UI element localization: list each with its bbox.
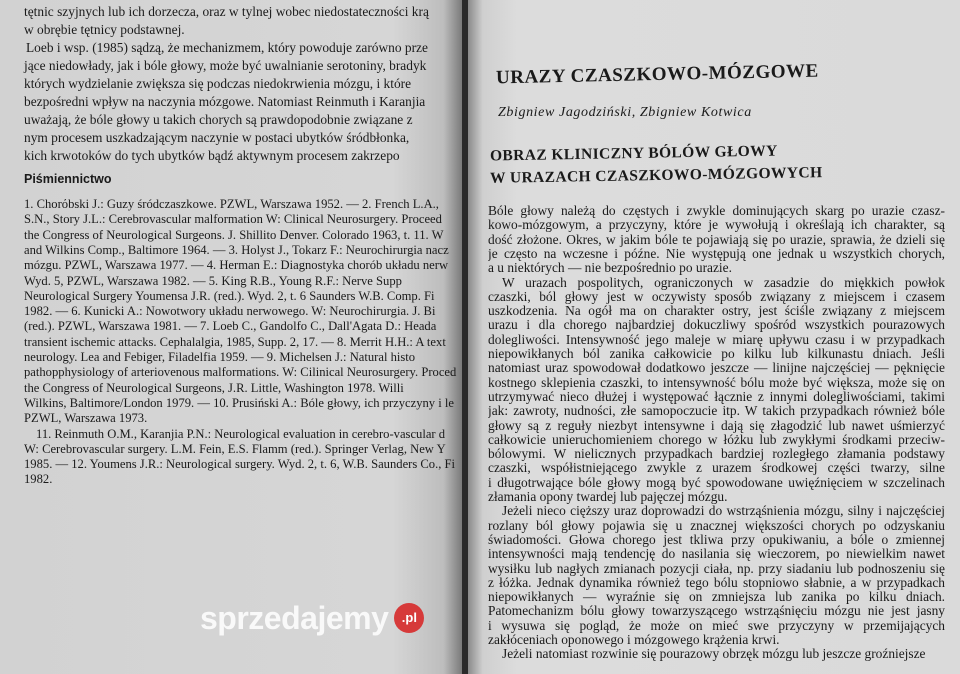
watermark bbox=[200, 600, 424, 636]
section-heading-line: OBRAZ KLINICZNY BÓLÓW GŁOWY bbox=[489, 142, 778, 165]
bibliography-line: Wilkins, Baltimore/London 1979. — 10. Prusiński A.: Bóle głowy, ich przyczyny i le bbox=[24, 395, 454, 410]
bibliography-line: 1985. — 12. Youmens J.R.: Neurological surgery. Wyd. 2, t. 6, W.B. Saunders Co., Fi bbox=[24, 457, 456, 472]
body-line: utrzymywać nieco dłużej i występować łącznie z innymi dolegliwościami, takimi bbox=[488, 389, 945, 404]
bibliography-line: S.N., Story J.L.: Cerebrovascular malformation W: Clinical Neurosurgery. Proceed bbox=[24, 212, 442, 227]
body-line: głowy są z reguły niezbyt intensywne i dają się złagodzić lub nawet uśmierzyć bbox=[488, 418, 945, 433]
body-line: w obrębie tętnicy podstawnej. bbox=[24, 22, 185, 37]
body-line: niepowikłanych ból zanika całkowicie po kilku lub kilkunastu dniach. Jeśli bbox=[488, 347, 945, 361]
body-line: zakłóceniach oponowego i mózgowego krążenia krwi. bbox=[488, 632, 780, 647]
bibliography-line: the Congress of Neurological Surgeons, J.R. Little, Washington 1978. Willi bbox=[24, 380, 404, 395]
body-line: dolegliwości. Intensywność jego maleje w miarę upływu czasu i w przypadkach bbox=[488, 332, 945, 347]
bibliography-line: 1982. — 6. Kunicki A.: Nowotwory układu nerwowego. W: Neurochirurgia. J. Bi bbox=[24, 304, 436, 319]
body-line: Loeb i wsp. (1985) sądzą, że mechanizmem, który powoduje zarówno prze bbox=[26, 40, 428, 55]
body-line: nym procesem uszkadzającym naczynie w postaci ubytków śródbłonka, bbox=[24, 130, 410, 145]
bibliography-line: and Wilkins Comp., Baltimore 1964. — 3. Holyst J., Tokarz F.: Neurochirurgia nacz bbox=[24, 242, 449, 257]
bibliography-line: mózgu. PZWL, Warszawa 1977. — 4. Herman E.: Diagnostyka chorób układu nerw bbox=[24, 258, 449, 273]
watermark-logo: sprzedajemy bbox=[200, 600, 389, 636]
body-line: kostnego sklepienia czaszki, to intensywność bólu może być większa, może się on bbox=[488, 375, 945, 390]
body-line: bezpośredni wpływ na naczynia mózgowe. Natomiast Reinmuth i Karanjia bbox=[24, 94, 426, 109]
body-line: i wysuwa się pogląd, że może on mieć swe przyczyny w przemijających bbox=[488, 618, 945, 633]
bibliography-line: neurology. Lea and Febiger, Filadelfia 1959. — 9. Michelsen J.: Natural histo bbox=[24, 350, 416, 364]
watermark-badge: .pl bbox=[394, 603, 424, 633]
body-line: wysiłku lub nagłych zmianach pozycji ciała, np. przy siadaniu lub podnoszeniu się bbox=[488, 561, 945, 576]
body-line: uważają, że bóle głowy u takich chorych są prawdopodobnie związane z bbox=[24, 112, 413, 127]
body-line: Patomechanizm bólu głowy towarzyszącego wstrząśnięciu mózgu nie jest jasny bbox=[488, 604, 945, 619]
bibliography-line: 1982. bbox=[24, 472, 53, 487]
chapter-authors: Zbigniew Jagodziński, Zbigniew Kotwica bbox=[498, 105, 752, 120]
body-line: a u niektórych — nie bezpośrednio po urazie. bbox=[488, 260, 732, 276]
bibliography-line: the Congress of Neurological Surgeons. J. Shillito Denver. Colorado 1963, t. 11. W bbox=[24, 227, 444, 242]
body-line: z łóżka. Jednak dynamika również tego bólu stopniowo słabnie, a w przypadkach bbox=[488, 575, 945, 590]
body-line: jące niedowłady, jak i bóle głowy, może być uwalnianie serotoniny, bradyk bbox=[24, 58, 427, 73]
bibliography-line: 1. Chorόbski J.: Guzy śródczaszkowe. PZWL, Warszawa 1952. — 2. French L.A., bbox=[24, 197, 439, 211]
bibliography-line: 11. Reinmuth O.M., Karanjia P.N.: Neurological evaluation in cerebro-vascular d bbox=[36, 426, 446, 441]
body-line: tętnic szyjnych lub ich dorzecza, oraz w tylnej wobec niedostateczności krą bbox=[24, 4, 429, 19]
body-line: rozlany ból głowy pojawia się u znacznej większości chorych po odzyskaniu bbox=[488, 518, 945, 533]
body-line: całkowicie unieruchomieniem chorego w łóżku lub zwykłymi środkami przeciw- bbox=[488, 432, 945, 447]
body-line: których wydzielanie zwiększa się podczas niedokrwienia mózgu, i które bbox=[24, 76, 412, 91]
body-line: czaszki, współistniejącego zwykle z urazem środkowej części twarzy, silne bbox=[488, 461, 945, 476]
body-line: jak: zawroty, nudności, złe samopoczucie itp. W takich przypadkach również bóle bbox=[488, 404, 945, 419]
body-line: Jeżeli nieco cięższy uraz doprowadzi do wstrząśnienia mózgu, silny i najczęściej bbox=[502, 504, 945, 519]
bibliography-line: pathopphysiology of arteriovenous malformations. W: Cilinical Neurosurgery. Proced bbox=[24, 365, 457, 380]
body-line: i długotrwające bóle głowy mogą być spowodowane uwięźnięciem w szczelinach bbox=[488, 475, 945, 490]
bibliography-line: PZWL, Warszawa 1973. bbox=[24, 411, 148, 426]
body-line: natomiast uraz spowodował dodatkowo jeszcze — linijne najczęściej — pęknięcie bbox=[488, 361, 945, 376]
body-line: niepowikłanych — wyraźnie się on zmniejsza lub zanika po kilku dniach. bbox=[488, 590, 945, 605]
body-line: kowo-mózgowym, a przyczyny, które je wywołują i określają ich charakter, są bbox=[488, 218, 945, 233]
body-line: świadomości. Głowa chorego jest tkliwa przy opukiwaniu, a bóle o zmiennej bbox=[488, 532, 945, 547]
bibliography-line: W: Cerebrovascular surgery. L.M. Fein, E.S. Flamm (red.). Springer Verlag, New Y bbox=[24, 441, 446, 456]
body-line: czaszki, ból głowy jest w oczywisty sposób związany z miejscem i czasem bbox=[488, 289, 945, 304]
section-heading-line: W URAZACH CZASZKOWO-MÓZGOWYCH bbox=[489, 164, 823, 187]
body-line: urazu i dla chorego najbardziej dokuczliwy spośród wszystkich pourazowych bbox=[488, 318, 945, 333]
body-line: Bóle głowy należą do częstych i zwykle dominujących skarg po urazie czasz- bbox=[488, 204, 945, 218]
bibliography-line: Neurological Surgery Youmensa J.R. (red.). Wyd. 2, t. 6 Saunders W.B. Comp. Fi bbox=[24, 288, 435, 303]
bibliography-line: Wyd. 5, PZWL, Warszawa 1982. — 5. King R.B., Young R.F.: Nerve Supp bbox=[24, 273, 402, 288]
body-line: złamania opony twardej lub pajęczej mózgu. bbox=[488, 489, 728, 504]
bibliography-line: transient ischemic attacks. Cephalalgia, 1985, Supp. 2, 17. — 8. Merrit H.H.: A text bbox=[24, 334, 446, 349]
body-line: kich krwotoków do tych ubytków bądź aktywnym procesem zakrzepo bbox=[24, 148, 400, 163]
right-page bbox=[468, 0, 960, 674]
body-line: Jeżeli natomiast rozwinie się pourazowy obrzęk mózgu lub jeszcze groźniejsze bbox=[502, 646, 926, 662]
chapter-title: URAZY CZASZKOWO-MÓZGOWE bbox=[495, 60, 819, 89]
body-line: dość złożone. Okres, w jakim bóle te pojawiają się po urazie, sprawia, że dzieli się bbox=[488, 232, 945, 247]
left-page bbox=[0, 0, 462, 674]
body-line: je często na wczesne i późne. Nie występują one jednak u wszystkich chorych, bbox=[488, 246, 945, 261]
body-line: W urazach pospolitych, ograniczonych w zasadzie do miękkich powłok bbox=[502, 275, 945, 290]
body-line: intensywności mają tendencję do nasilania się wieczorem, po niewielkim nawet bbox=[488, 547, 945, 562]
body-line: uszkodzenia. Na ogół ma on charakter ostry, jest ściśle związany z miejscem bbox=[488, 304, 945, 319]
bibliography-line: (red.). PZWL, Warszawa 1981. — 7. Loeb C., Gandolfo C., Dall'Agata D.: Heada bbox=[24, 319, 437, 334]
body-line: bólowymi. W nielicznych przypadkach bardziej rozległego złamania podstawy bbox=[488, 447, 945, 462]
bibliography-heading: Piśmiennictwo bbox=[24, 172, 112, 186]
